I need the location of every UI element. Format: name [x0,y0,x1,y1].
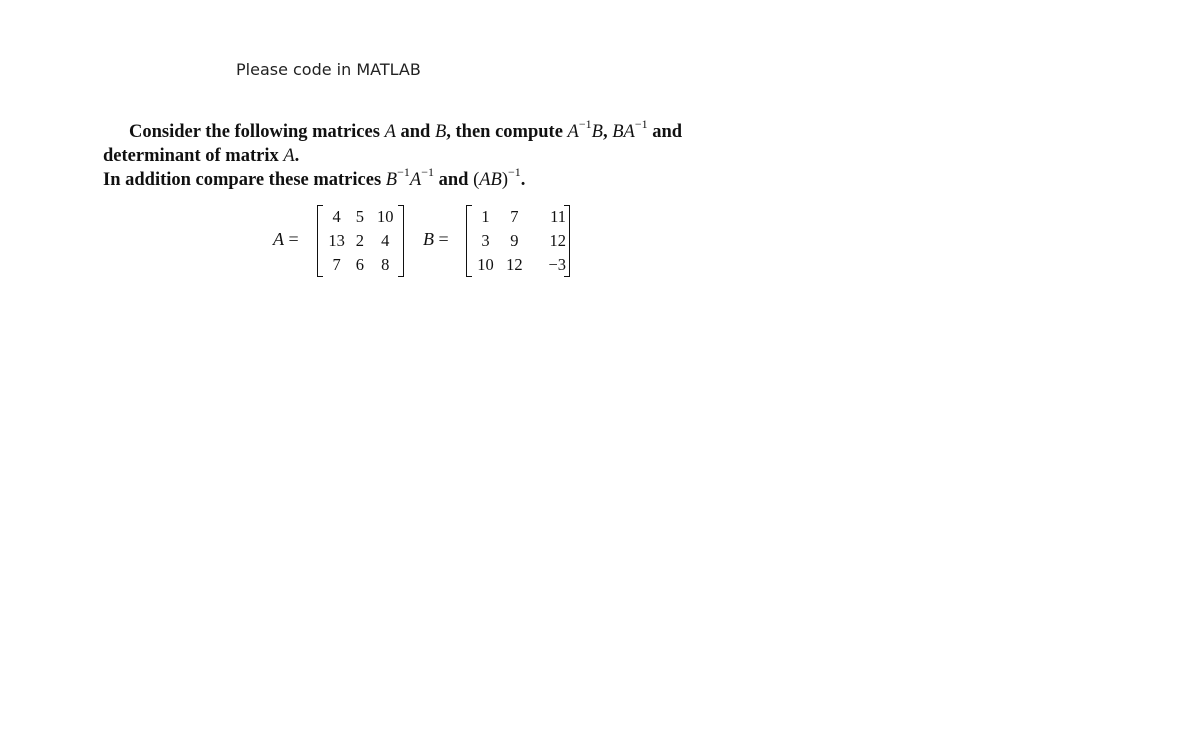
matrix-row [471,205,566,229]
problem-line-1 [103,116,803,144]
math-exponent: −1 [634,116,648,131]
math-base: A [409,170,422,190]
matrix-cell: 3 [481,231,490,250]
problem-line-3 [103,164,803,192]
matrix-cell: 12 [549,231,566,250]
matrix-name: A [273,229,284,249]
math-expr-ab-inv [473,164,521,190]
matrix-cell: 13 [328,231,345,250]
math-tail: B [591,122,603,142]
matrix-cell: 1 [481,207,490,226]
problem-text: and [395,122,435,142]
problem-text: . [520,170,526,190]
problem-text: determinant of matrix [103,146,284,166]
math-symbol-a: A [283,146,295,166]
problem-text: . [294,146,300,166]
matrix-cell: −3 [548,255,566,274]
math-exponent: −1 [421,164,434,179]
left-bracket [317,205,323,277]
matrix-cell: 10 [477,255,494,274]
problem-statement [103,116,803,192]
matrix-cell: 12 [506,255,523,274]
matrix-cell: 7 [510,207,519,226]
matrix-row [324,205,400,229]
math-expr-b-a-inv [612,116,648,142]
matrix-cell: 2 [355,231,364,250]
math-expr-a-inv-b [567,116,603,142]
matrix-row [471,253,566,277]
matrix-a [317,205,404,277]
math-base: BA [612,122,635,142]
equals-sign: = [284,229,299,249]
problem-text: , then compute [446,122,568,142]
matrix-cell: 4 [381,231,390,250]
equals-sign: = [434,229,449,249]
matrix-row [324,229,400,253]
matrix-b-label [423,229,449,250]
matrix-cell: 4 [332,207,341,226]
math-base: AB [479,170,502,190]
problem-text: and [433,170,474,190]
matrix-row [324,253,400,277]
problem-line-2 [103,144,803,168]
matrix-row [471,229,566,253]
math-expr-b-inv-a-inv [385,164,434,190]
math-base: A [567,122,579,142]
problem-text: Consider the following matrices [129,122,385,142]
matrix-cell: 6 [355,255,364,274]
matrix-cell: 8 [381,255,390,274]
problem-text: and [647,122,683,142]
matrix-cell: 7 [332,255,341,274]
matrix-b [466,205,570,277]
math-symbol-b: B [434,122,447,142]
matrix-cell: 11 [550,207,566,226]
math-symbol-a: A [384,122,396,142]
matrix-cell: 5 [355,207,364,226]
matrix-a-label [273,229,299,250]
math-exponent: −1 [397,164,410,179]
matrix-name: B [423,229,434,249]
math-exponent: −1 [578,116,592,131]
instruction-note: Please code in MATLAB [236,60,421,79]
math-exponent: −1 [508,164,521,179]
problem-text: , [602,122,613,142]
problem-text: In addition compare these matrices [103,170,386,190]
matrix-cell: 10 [376,207,394,226]
math-paren: ( [473,170,480,190]
matrix-cell: 9 [510,231,519,250]
math-paren: ) [501,170,509,190]
math-base: B [385,170,398,190]
